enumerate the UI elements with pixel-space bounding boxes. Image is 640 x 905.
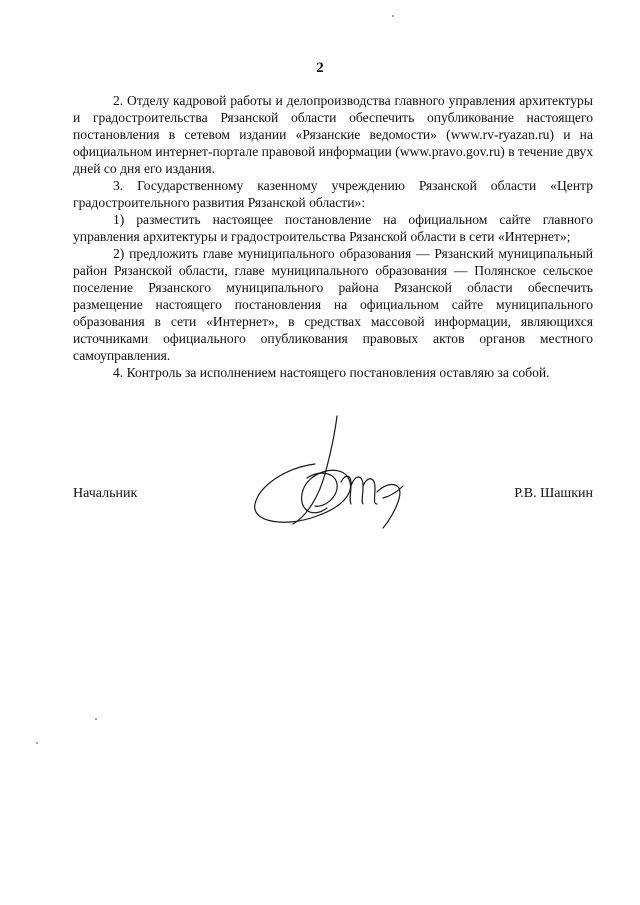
handwritten-signature bbox=[245, 412, 425, 532]
page-number: 2 bbox=[316, 60, 324, 76]
signatory-name: Р.В. Шашкин bbox=[514, 486, 593, 501]
scan-speck bbox=[36, 742, 38, 744]
paragraph-4: 4. Контроль за исполнением настоящего постановления оставляю за собой. bbox=[113, 365, 550, 380]
paragraph-3-2: 2) предложить главе муниципального образования — Рязанский муниципальный район Рязанской области, главе муниципального образования — Полянское сельское поселение Рязанского муниципального района Рязанской области обеспечить размещение настоящего постановления на официальном сайте муниципального образования в сети «Интернет», в средствах массовой информации, являющихся источниками официального опубликования правовых актов органов местного самоуправления. bbox=[73, 246, 593, 363]
scan-speck bbox=[392, 15, 394, 17]
document-body bbox=[73, 92, 593, 381]
paragraph-2: 2. Отделу кадровой работы и делопроизводства главного управления архитектуры и градостроительства Рязанской области обеспечить опубликование настоящего постановления в сетевом издании «Рязанские ведомости» (www.rv-ryazan.ru) и на официальном интернет-портале правовой информации (www.pravo.gov.ru) в течение двух дней со дня его издания. bbox=[73, 93, 593, 176]
paragraph-3-1: 1) разместить настоящее постановление на официальном сайте главного управления архитектуры и градостроительства Рязанской области в сети «Интернет»; bbox=[73, 212, 593, 244]
paragraph-3: 3. Государственному казенному учреждению Рязанской области «Центр градостроительного развития Рязанской области»: bbox=[73, 178, 593, 210]
scan-speck bbox=[95, 718, 97, 720]
signature-row bbox=[73, 486, 593, 506]
signatory-title: Начальник bbox=[73, 486, 138, 501]
